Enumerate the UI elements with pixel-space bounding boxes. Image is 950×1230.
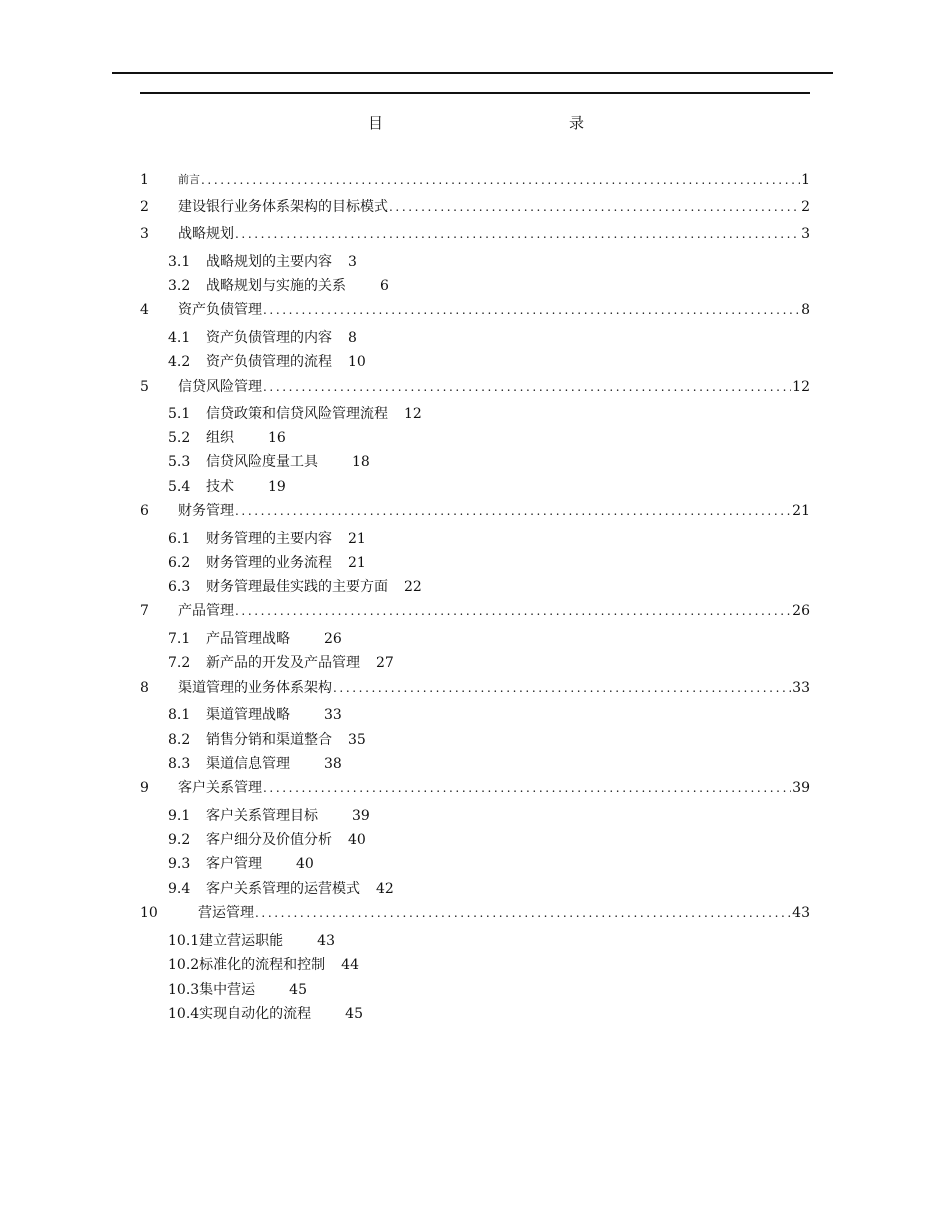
section-page: 40 (296, 856, 314, 872)
section-number: 5.4 (168, 479, 191, 495)
toc-chapter-3[interactable] (140, 224, 810, 244)
toc-chapter-7[interactable] (140, 601, 810, 621)
section-title: 资产负债管理的流程 (206, 354, 332, 370)
header-rule (112, 72, 833, 74)
chapter-number: 1 (140, 172, 149, 188)
chapter-number: 8 (140, 680, 149, 696)
toc-title-left: 目 (368, 114, 384, 132)
section-number: 8.1 (168, 707, 191, 723)
chapter-page: 12 (792, 379, 810, 395)
chapter-number: 10 (140, 905, 158, 921)
section-title: 销售分销和渠道整合 (206, 732, 332, 748)
section-title: 客户管理 (206, 856, 262, 872)
section-title: 战略规划与实施的关系 (206, 278, 346, 294)
dot-leader (263, 377, 791, 397)
section-page: 40 (348, 832, 366, 848)
section-title: 客户细分及价值分析 (206, 832, 332, 848)
section-title: 标准化的流程和控制 (199, 957, 326, 973)
chapter-title: 财务管理 (178, 503, 234, 519)
chapter-title: 信贷风险管理 (178, 379, 262, 395)
chapter-page: 8 (801, 302, 810, 318)
dot-leader (235, 224, 800, 244)
section-page: 21 (348, 555, 366, 571)
section-number: 9.2 (168, 832, 191, 848)
section-page: 38 (324, 756, 342, 772)
section-number: 3.1 (168, 254, 191, 270)
chapter-title: 前言 (178, 173, 200, 186)
section-page: 42 (376, 881, 394, 897)
toc-section-6-2[interactable] (168, 553, 366, 573)
toc-section-5-2[interactable] (168, 428, 286, 448)
chapter-number: 2 (140, 199, 149, 215)
section-number: 9.4 (168, 881, 191, 897)
toc-section-9-3[interactable] (168, 854, 314, 874)
chapter-page: 26 (792, 603, 810, 619)
section-page: 21 (348, 531, 366, 547)
section-page: 6 (380, 278, 389, 294)
chapter-number: 7 (140, 603, 149, 619)
section-page: 45 (289, 982, 307, 998)
toc-section-8-2[interactable] (168, 730, 366, 750)
toc-section-5-4[interactable] (168, 477, 286, 497)
section-title: 财务管理的主要内容 (206, 531, 332, 547)
toc-chapter-6[interactable] (140, 501, 810, 521)
toc-title (0, 112, 950, 134)
toc-section-8-3[interactable] (168, 754, 342, 774)
chapter-title: 客户关系管理 (178, 780, 262, 796)
chapter-title: 资产负债管理 (178, 302, 262, 318)
toc-section-8-1[interactable] (168, 705, 342, 725)
section-number: 6.1 (168, 531, 191, 547)
toc-section-5-1[interactable] (168, 404, 422, 424)
toc-section-7-2[interactable] (168, 653, 394, 673)
section-number: 7.1 (168, 631, 191, 647)
section-title: 客户关系管理的运营模式 (206, 881, 360, 897)
section-title: 集中营运 (199, 982, 256, 998)
section-page: 26 (324, 631, 342, 647)
section-number: 5.1 (168, 406, 191, 422)
chapter-number: 6 (140, 503, 149, 519)
section-number: 3.2 (168, 278, 191, 294)
section-page: 39 (352, 808, 370, 824)
chapter-title: 战略规划 (178, 226, 234, 242)
section-number: 10.4 (168, 1006, 200, 1022)
section-page: 18 (352, 454, 370, 470)
section-page: 43 (317, 933, 335, 949)
title-rule (140, 92, 810, 94)
toc-title-right: 录 (569, 114, 585, 132)
section-page: 22 (404, 579, 422, 595)
section-page: 8 (348, 330, 357, 346)
section-number: 9.3 (168, 856, 191, 872)
section-page: 44 (341, 957, 359, 973)
dot-leader (235, 601, 791, 621)
section-title: 建立营运职能 (199, 933, 284, 949)
section-page: 10 (348, 354, 366, 370)
dot-leader (255, 903, 791, 923)
section-number: 8.2 (168, 732, 191, 748)
section-number: 4.1 (168, 330, 191, 346)
toc-section-10-2[interactable] (168, 955, 359, 975)
toc-chapter-4[interactable] (140, 300, 810, 320)
chapter-page: 2 (801, 199, 810, 215)
toc-section-9-4[interactable] (168, 879, 394, 899)
section-number: 5.3 (168, 454, 191, 470)
section-page: 3 (348, 254, 357, 270)
section-number: 10.1 (168, 933, 200, 949)
section-title: 信贷风险度量工具 (206, 454, 318, 470)
section-title: 渠道管理战略 (206, 707, 290, 723)
chapter-title: 建设银行业务体系架构的目标模式 (178, 199, 388, 215)
section-number: 10.3 (168, 982, 200, 998)
section-page: 27 (376, 655, 394, 671)
toc-chapter-5[interactable] (140, 377, 810, 397)
chapter-page: 3 (801, 226, 810, 242)
dot-leader (389, 197, 800, 217)
toc-section-6-1[interactable] (168, 529, 366, 549)
toc-chapter-10[interactable] (140, 903, 810, 923)
dot-leader (201, 170, 800, 190)
section-page: 19 (268, 479, 286, 495)
section-title: 客户关系管理目标 (206, 808, 318, 824)
chapter-title: 产品管理 (178, 603, 234, 619)
toc-chapter-9[interactable] (140, 778, 810, 798)
chapter-page: 21 (792, 503, 810, 519)
section-number: 6.3 (168, 579, 191, 595)
chapter-page: 1 (801, 172, 810, 188)
section-title: 财务管理最佳实践的主要方面 (206, 579, 388, 595)
section-number: 6.2 (168, 555, 191, 571)
dot-leader (263, 300, 800, 320)
toc-section-9-2[interactable] (168, 830, 366, 850)
section-page: 12 (404, 406, 422, 422)
section-title: 财务管理的业务流程 (206, 555, 332, 571)
toc-chapter-2[interactable] (140, 197, 810, 217)
toc-section-6-3[interactable] (168, 577, 422, 597)
section-title: 组织 (206, 430, 234, 446)
chapter-title: 营运管理 (198, 905, 254, 921)
toc-section-3-1[interactable] (168, 252, 357, 272)
section-number: 5.2 (168, 430, 191, 446)
section-page: 16 (268, 430, 286, 446)
toc-section-10-1[interactable] (168, 931, 335, 951)
section-title: 资产负债管理的内容 (206, 330, 332, 346)
toc-section-5-3[interactable] (168, 452, 370, 472)
section-number: 10.2 (168, 957, 200, 973)
chapter-number: 9 (140, 780, 149, 796)
section-page: 45 (345, 1006, 363, 1022)
toc-chapter-8[interactable] (140, 678, 810, 698)
section-title: 技术 (206, 479, 234, 495)
toc-section-7-1[interactable] (168, 629, 342, 649)
chapter-number: 4 (140, 302, 149, 318)
chapter-title: 渠道管理的业务体系架构 (178, 680, 332, 696)
section-title: 信贷政策和信贷风险管理流程 (206, 406, 388, 422)
section-number: 7.2 (168, 655, 191, 671)
dot-leader (333, 678, 791, 698)
section-number: 8.3 (168, 756, 191, 772)
section-title: 战略规划的主要内容 (206, 254, 332, 270)
section-number: 9.1 (168, 808, 191, 824)
section-title: 实现自动化的流程 (199, 1006, 312, 1022)
chapter-page: 33 (792, 680, 810, 696)
section-page: 35 (348, 732, 366, 748)
section-number: 4.2 (168, 354, 191, 370)
section-title: 新产品的开发及产品管理 (206, 655, 360, 671)
section-title: 产品管理战略 (206, 631, 290, 647)
chapter-number: 3 (140, 226, 149, 242)
dot-leader (235, 501, 791, 521)
toc-section-10-3[interactable] (168, 980, 307, 1000)
chapter-page: 43 (792, 905, 810, 921)
toc-section-9-1[interactable] (168, 806, 370, 826)
chapter-number: 5 (140, 379, 149, 395)
section-page: 33 (324, 707, 342, 723)
toc-section-3-2[interactable] (168, 276, 389, 296)
toc-section-10-4[interactable] (168, 1004, 363, 1024)
toc-section-4-1[interactable] (168, 328, 357, 348)
toc-chapter-1[interactable] (140, 170, 810, 190)
toc-section-4-2[interactable] (168, 352, 366, 372)
chapter-page: 39 (792, 780, 810, 796)
section-title: 渠道信息管理 (206, 756, 290, 772)
dot-leader (263, 778, 791, 798)
